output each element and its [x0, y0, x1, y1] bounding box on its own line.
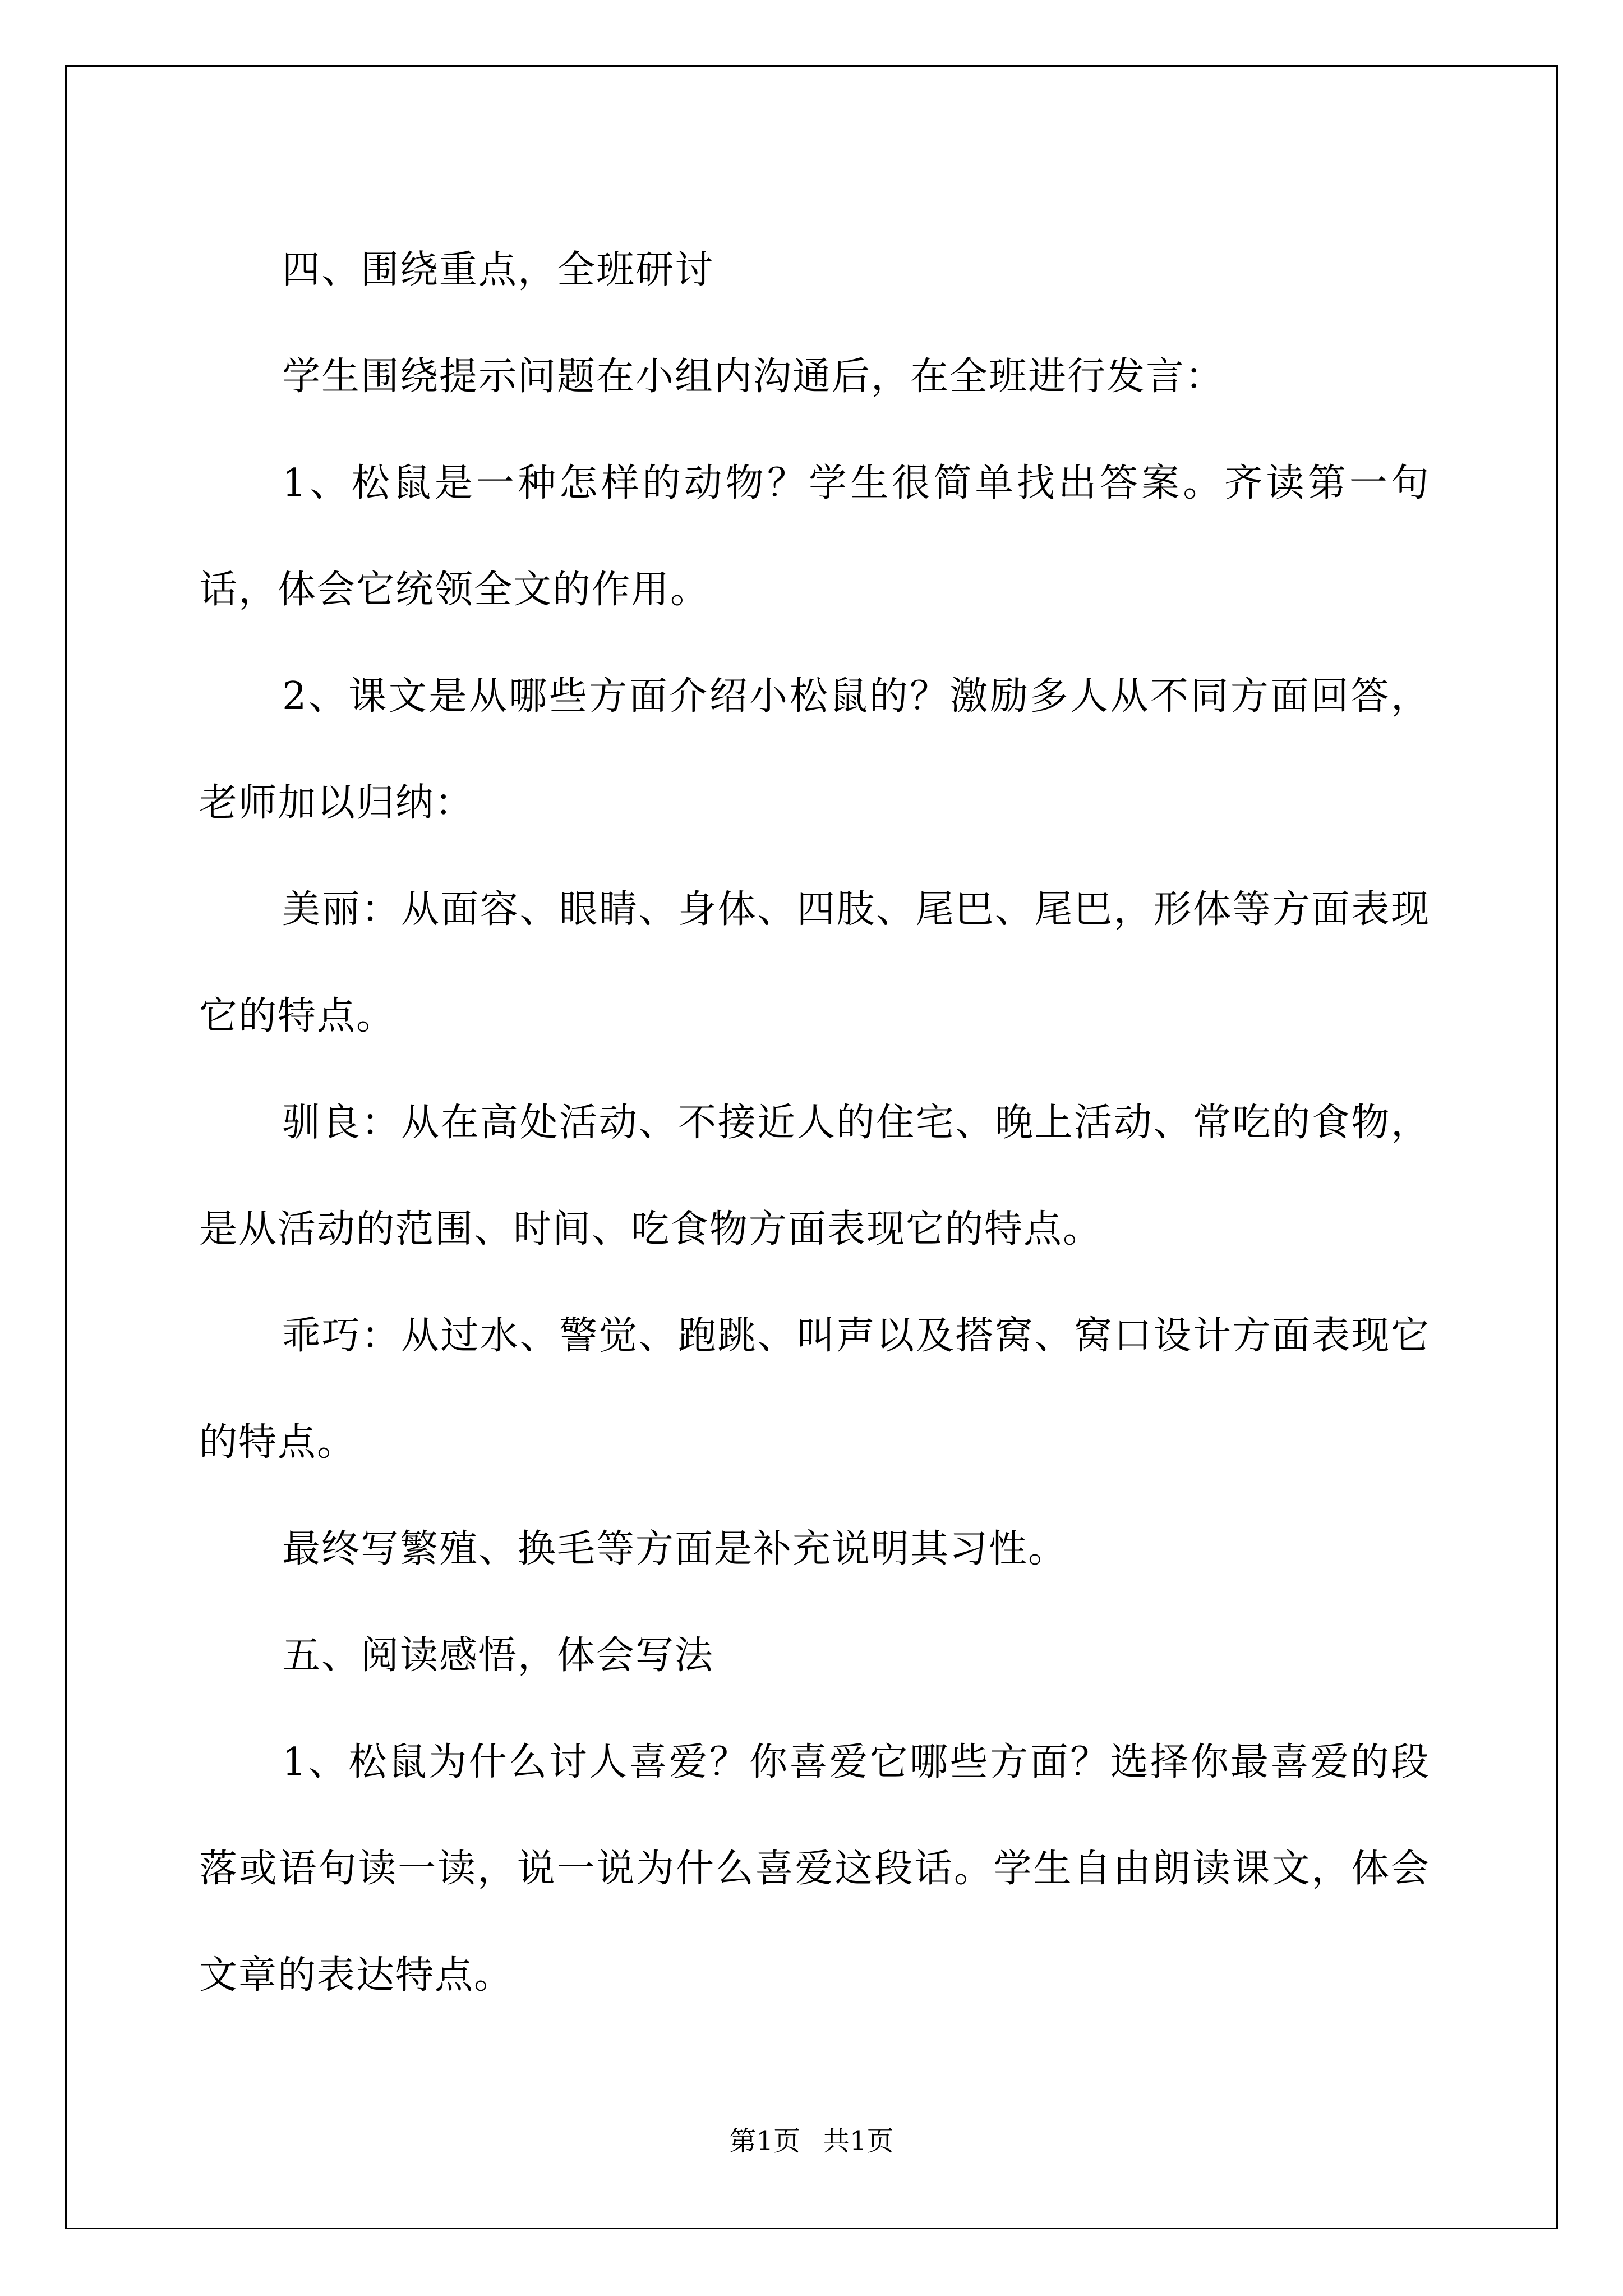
paragraph: 乖巧：从过水、警觉、跑跳、叫声以及搭窝、窝口设计方面表现它的特点。	[199, 1314, 1430, 1465]
section-heading-5: 五、阅读感悟，体会写法	[282, 1634, 714, 1678]
paragraph: 1、松鼠是一种怎样的动物？学生很简单找出答案。齐读第一句话，体会它统领全文的作用。	[199, 461, 1430, 612]
document-body	[199, 217, 1430, 2029]
paragraph: 最终写繁殖、换毛等方面是补充说明其习性。	[282, 1527, 1068, 1571]
paragraph: 美丽：从面容、眼睛、身体、四肢、尾巴、尾巴，形体等方面表现它的特点。	[199, 887, 1430, 1038]
section-heading-4: 四、围绕重点，全班研讨	[282, 248, 714, 292]
paragraph: 1、松鼠为什么讨人喜爱？你喜爱它哪些方面？选择你最喜爱的段落或语句读一读，说一说为什么喜爱这段话。学生自由朗读课文，体会文章的表达特点。	[199, 1740, 1430, 1998]
paragraph: 2、课文是从哪些方面介绍小松鼠的？激励多人从不同方面回答，老师加以归纳：	[199, 674, 1430, 825]
paragraph: 驯良：从在高处活动、不接近人的住宅、晚上活动、常吃的食物，是从活动的范围、时间、吃食物方面表现它的特点。	[199, 1101, 1430, 1251]
paragraph: 学生围绕提示问题在小组内沟通后，在全班进行发言：	[282, 355, 1225, 399]
page-footer	[0, 2124, 1623, 2158]
page-number: 第1页	[729, 2125, 800, 2157]
page-total: 共1页	[823, 2125, 894, 2157]
